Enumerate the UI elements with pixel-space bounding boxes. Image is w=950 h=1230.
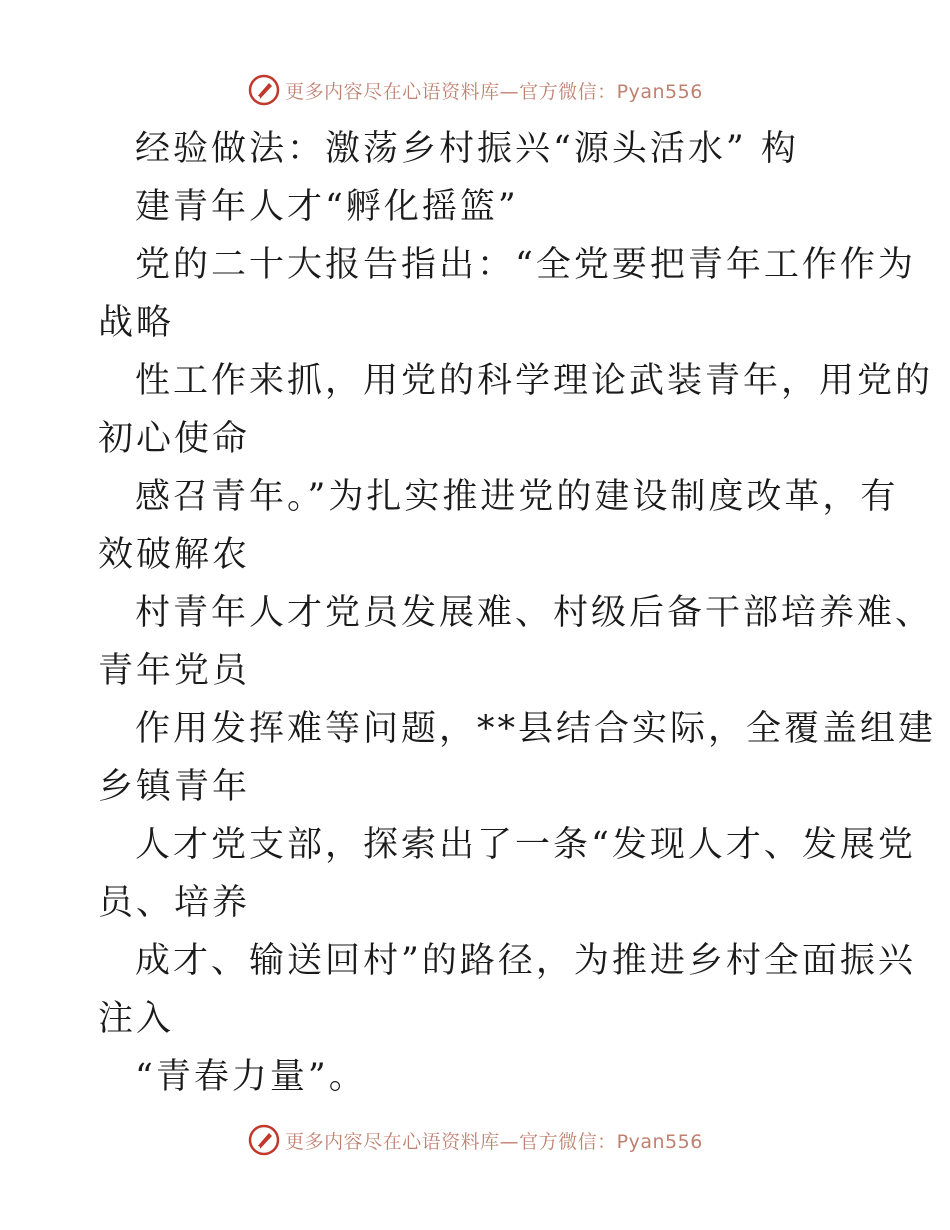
footer-banner-text: 更多内容尽在心语资料库—官方微信：Pyan556 — [285, 1130, 703, 1153]
text-line: 注入 — [98, 999, 175, 1039]
text-line: 乡镇青年 — [98, 767, 251, 807]
text-line: 战略 — [98, 303, 175, 343]
text-line: 效破解农 — [98, 535, 251, 575]
text-line: 性工作来抓，用党的科学理论武装青年，用党的 — [135, 361, 934, 401]
text-line: 感召青年。”为扎实推进党的建设制度改革，有 — [135, 477, 899, 517]
text-line: 人才党支部，探索出了一条“发现人才、发展党 — [135, 825, 916, 865]
text-line: 员、培养 — [98, 883, 251, 923]
text-line: “青春力量”。 — [135, 1057, 367, 1097]
text-line: 青年党员 — [98, 651, 251, 691]
text-line: 成才、输送回村”的路径，为推进乡村全面振兴 — [135, 941, 916, 981]
pen-logo-icon — [247, 1123, 281, 1157]
text-line: 村青年人才党员发展难、村级后备干部培养难、 — [135, 593, 934, 633]
text-line: 初心使命 — [98, 419, 251, 459]
footer-watermark-banner — [0, 1120, 950, 1160]
text-line: 建青年人才“孵化摇篮” — [135, 187, 519, 227]
text-line: 党的二十大报告指出：“全党要把青年工作作为 — [135, 245, 916, 285]
pen-logo-icon — [247, 73, 281, 107]
text-line: 作用发挥难等问题，**县结合实际，全覆盖组建 — [135, 709, 937, 749]
header-watermark-banner — [0, 70, 950, 110]
header-banner-text: 更多内容尽在心语资料库—官方微信：Pyan556 — [285, 80, 703, 103]
text-line: 经验做法：激荡乡村振兴“源头活水” 构 — [135, 129, 799, 169]
